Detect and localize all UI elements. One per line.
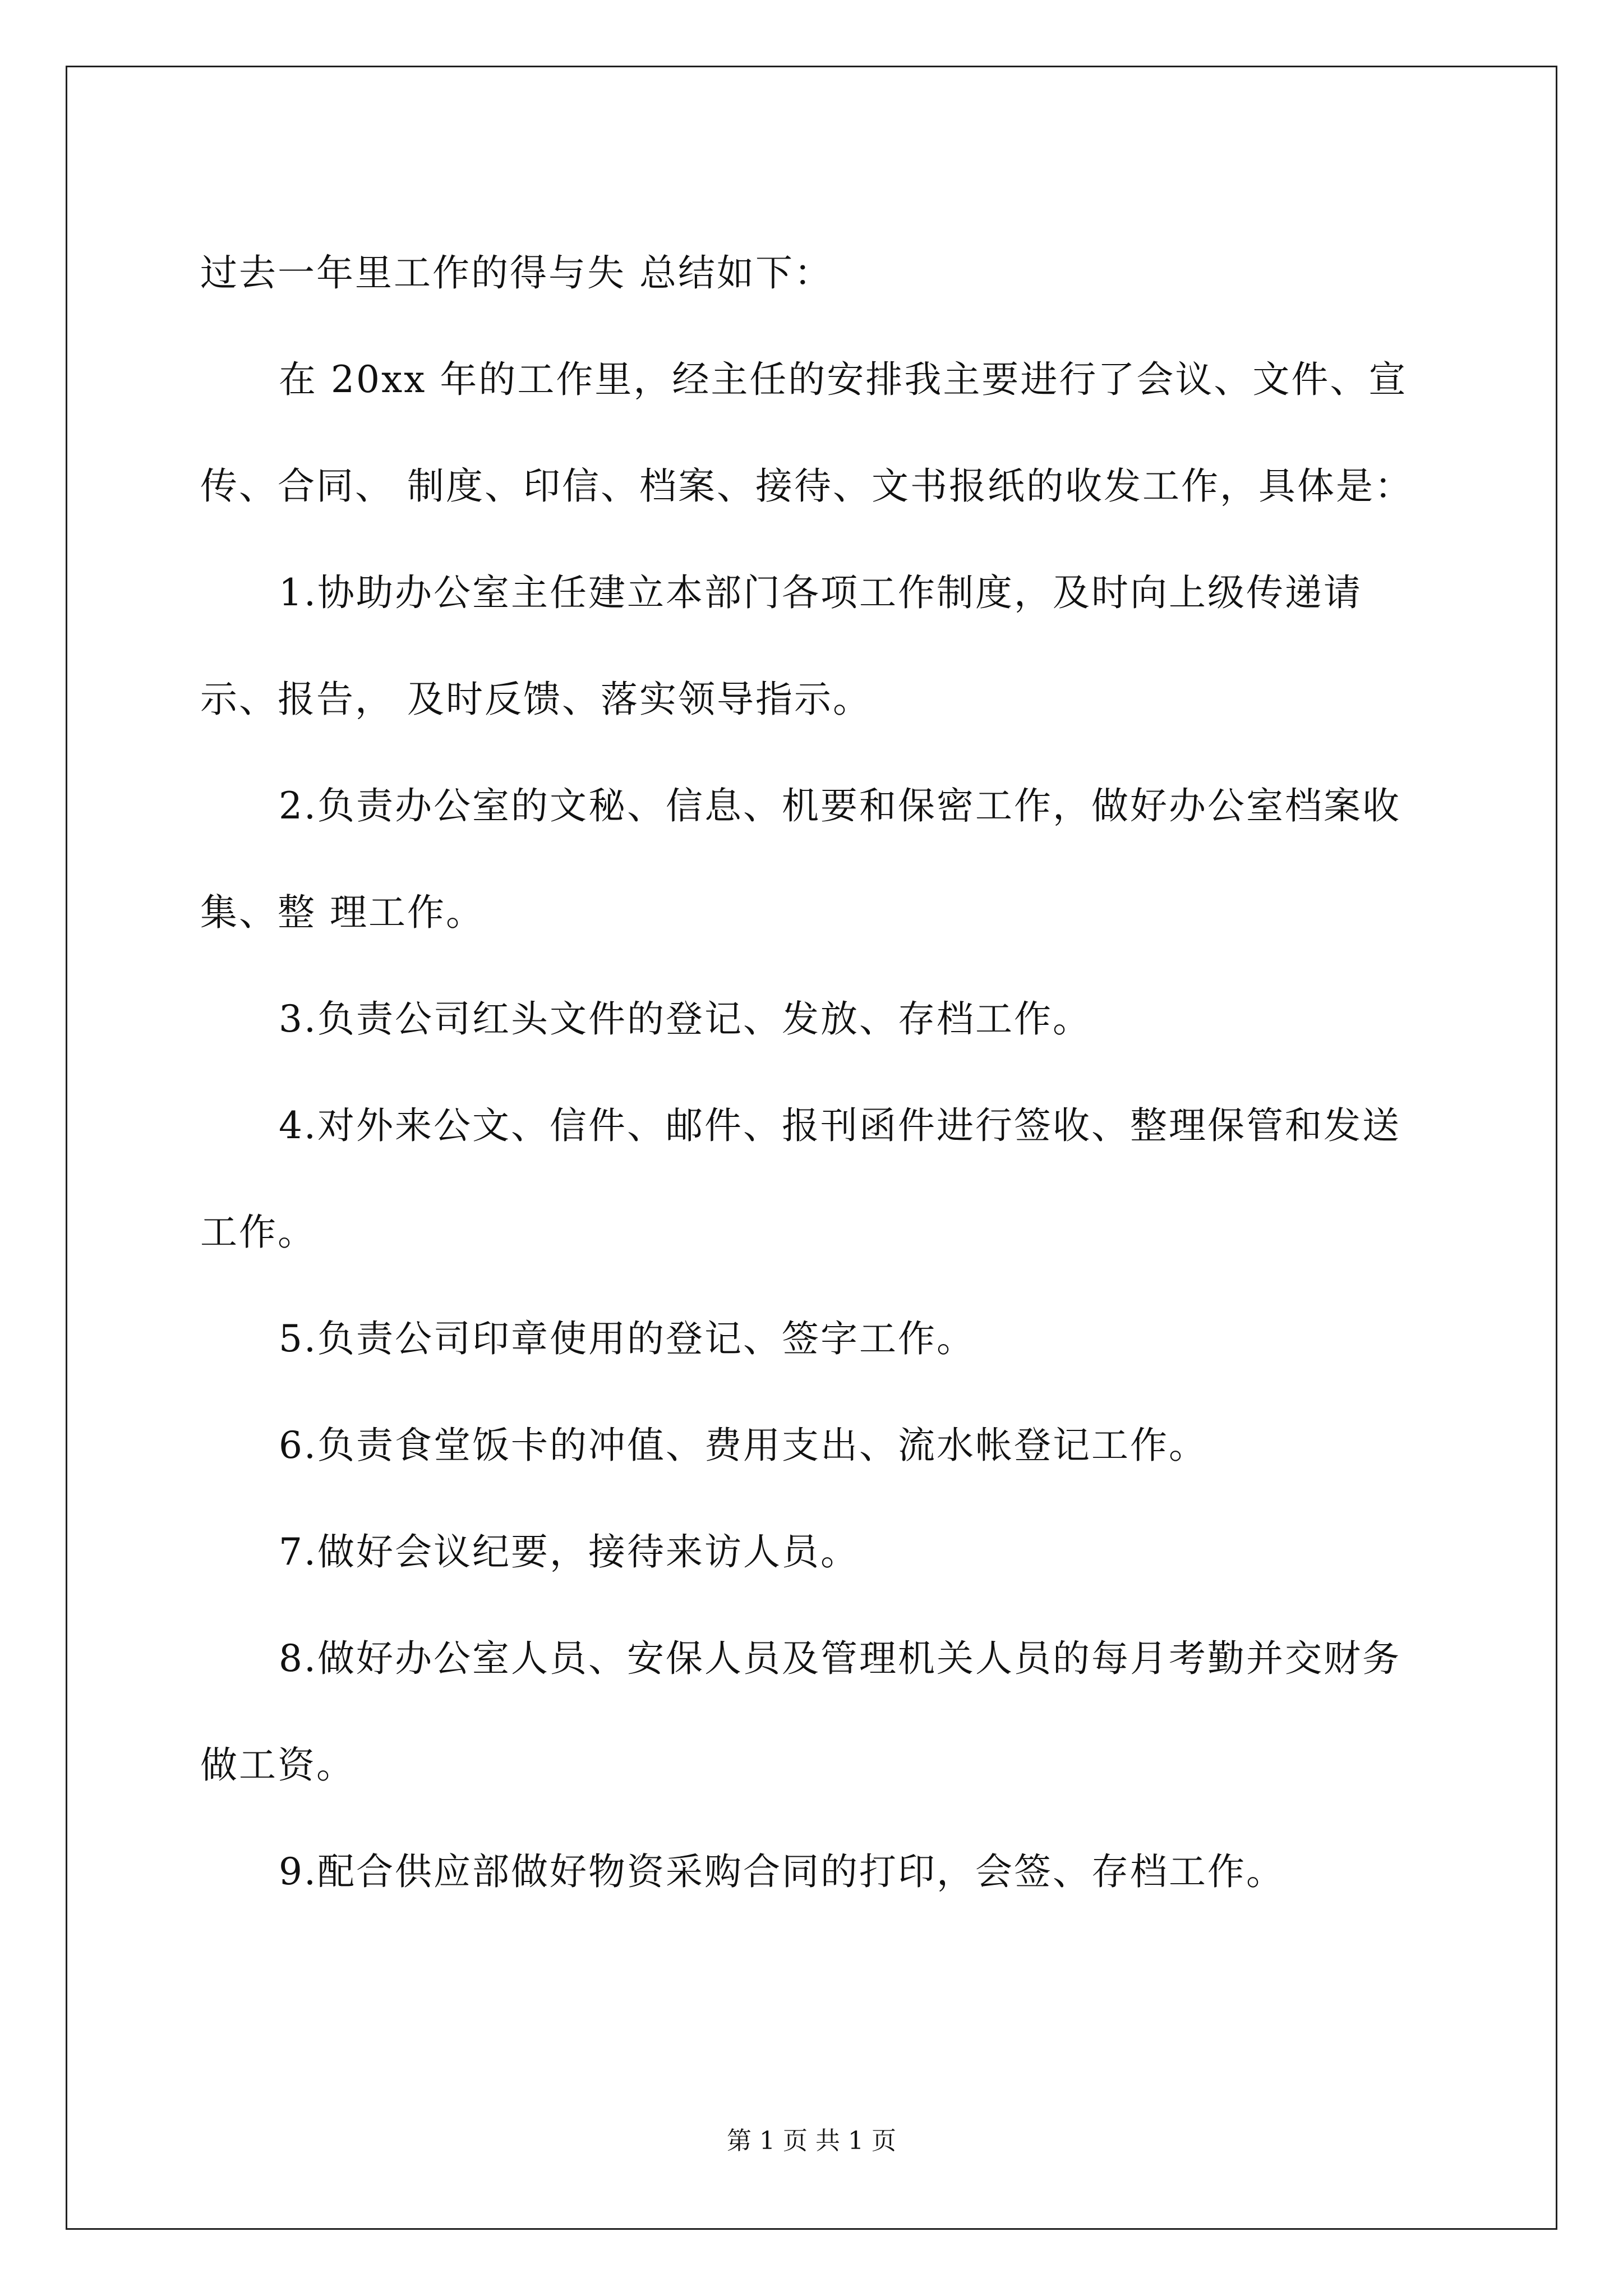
list-item: 4.对外来公文、信件、邮件、报刊函件进行签收、整理保管和发送工作。: [200, 1104, 1401, 1254]
list-item: 7.做好会议纪要，接待来访人员。: [279, 1530, 859, 1573]
summary-paragraph: 在 20xx 年的工作里，经主任的安排我主要进行了会议、文件、宣传、合同、 制度、印信、档案、接待、文书报纸的收发工作，具体是：: [200, 358, 1413, 508]
list-item: 6.负责食堂饭卡的冲值、费用支出、流水帐登记工作。: [279, 1424, 1207, 1467]
list-item: 8.做好办公室人员、安保人员及管理机关人员的每月考勤并交财务做工资。: [200, 1637, 1401, 1787]
document-body: [200, 220, 1434, 1925]
list-item: 5.负责公司印章使用的登记、签字工作。: [279, 1317, 975, 1360]
list-item: 3.负责公司红头文件的登记、发放、存档工作。: [279, 997, 1091, 1041]
list-item: 1.协助办公室主任建立本部门各项工作制度，及时向上级传递请示、报告， 及时反馈、落实领导指示。: [200, 571, 1362, 721]
page-footer: 第 1 页 共 1 页: [727, 2127, 896, 2155]
list-item: 2.负责办公室的文秘、信息、机要和保密工作，做好办公室档案收集、整 理工作。: [200, 784, 1401, 934]
list-item: 9.配合供应部做好物资采购合同的打印，会签、存档工作。: [279, 1850, 1285, 1893]
intro-paragraph: 过去一年里工作的得与失 总结如下：: [200, 251, 833, 295]
